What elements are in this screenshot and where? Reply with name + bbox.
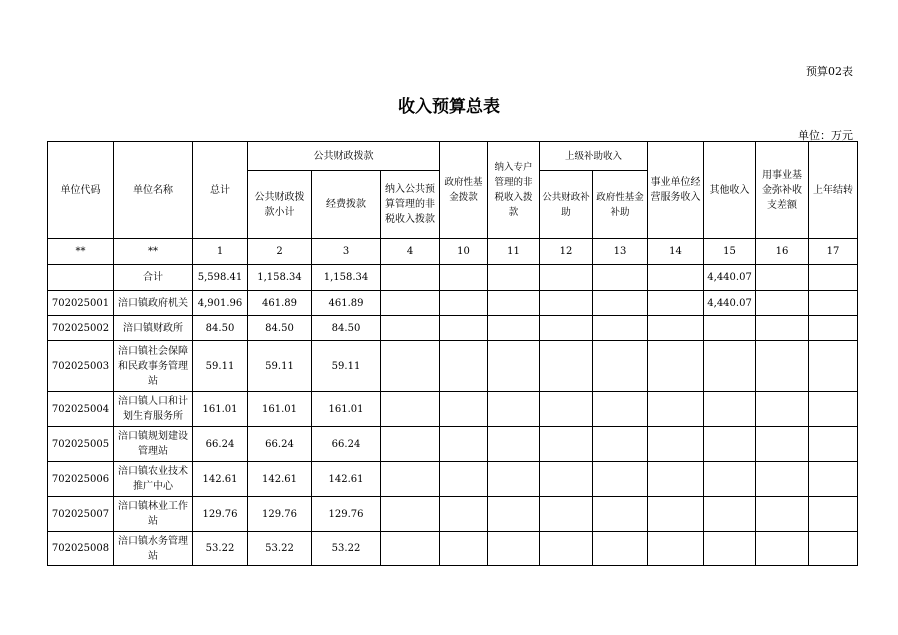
- index-cell: 10: [440, 239, 488, 265]
- row-other-income: [704, 462, 756, 497]
- unit-code: 702025004: [48, 392, 114, 427]
- unit-code: 702025008: [48, 532, 114, 566]
- unit-code: 702025007: [48, 497, 114, 532]
- header-gov-fund-subsidy: 政府性基金补助: [593, 171, 648, 239]
- index-cell: 15: [704, 239, 756, 265]
- row-total: 129.76: [193, 497, 248, 532]
- row-other-income: [704, 316, 756, 341]
- index-cell: 14: [648, 239, 704, 265]
- index-cell: 16: [756, 239, 809, 265]
- header-superior-subsidy: 上级补助收入: [540, 142, 648, 171]
- table-row: [48, 316, 858, 341]
- row-funding: 53.22: [312, 532, 381, 566]
- row-funding: 66.24: [312, 427, 381, 462]
- unit-code: 702025002: [48, 316, 114, 341]
- unit-label: 单位：万元: [798, 129, 853, 142]
- index-cell: 13: [593, 239, 648, 265]
- unit-name: 涪口镇水务管理站: [114, 532, 193, 566]
- index-cell: 12: [540, 239, 593, 265]
- table-row: [48, 392, 858, 427]
- row-total: 142.61: [193, 462, 248, 497]
- row-other-income: [704, 532, 756, 566]
- table-row: [48, 427, 858, 462]
- row-other-income: [704, 341, 756, 392]
- table-row: [48, 532, 858, 566]
- table-row: [48, 341, 858, 392]
- unit-name: 涪口镇政府机关: [114, 291, 193, 316]
- row-subtotal: 161.01: [248, 392, 312, 427]
- header-nontax-special: 纳入专户管理的非税收入拨款: [488, 142, 540, 239]
- unit-code: 702025001: [48, 291, 114, 316]
- table-row: [48, 462, 858, 497]
- row-other-income: [704, 392, 756, 427]
- unit-code: 702025003: [48, 341, 114, 392]
- unit-name: 涪口镇农业技术推广中心: [114, 462, 193, 497]
- index-cell: 3: [312, 239, 381, 265]
- row-other-income: [704, 497, 756, 532]
- row-subtotal: 59.11: [248, 341, 312, 392]
- header-gov-fund: 政府性基金拨款: [440, 142, 488, 239]
- row-total: 161.01: [193, 392, 248, 427]
- header-unit-name: 单位名称: [114, 142, 193, 239]
- row-other-income: 4,440.07: [704, 291, 756, 316]
- header-public-finance-subtotal: 公共财政拨款小计: [248, 171, 312, 239]
- header-nontax-in-budget: 纳入公共预算管理的非税收入拨款: [381, 171, 440, 239]
- header-other-income: 其他收入: [704, 142, 756, 239]
- index-cell: **: [114, 239, 193, 265]
- header-total: 总计: [193, 142, 248, 239]
- header-prior-carryover: 上年结转: [809, 142, 858, 239]
- unit-name: 涪口镇规划建设管理站: [114, 427, 193, 462]
- header-fund-balance: 用事业基金弥补收支差额: [756, 142, 809, 239]
- index-cell: 4: [381, 239, 440, 265]
- row-total: 4,901.96: [193, 291, 248, 316]
- table-row: [48, 291, 858, 316]
- form-number: 预算02表: [806, 65, 853, 78]
- row-funding: 129.76: [312, 497, 381, 532]
- row-funding: 84.50: [312, 316, 381, 341]
- index-cell: 1: [193, 239, 248, 265]
- unit-name: 涪口镇人口和计划生育服务所: [114, 392, 193, 427]
- total-other-income: 4,440.07: [704, 265, 756, 291]
- row-other-income: [704, 427, 756, 462]
- unit-name: 涪口镇财政所: [114, 316, 193, 341]
- row-subtotal: 84.50: [248, 316, 312, 341]
- row-total: 66.24: [193, 427, 248, 462]
- index-cell: 17: [809, 239, 858, 265]
- row-funding: 59.11: [312, 341, 381, 392]
- unit-name: 涪口镇林业工作站: [114, 497, 193, 532]
- header-funding: 经费拨款: [312, 171, 381, 239]
- total-amount: 5,598.41: [193, 265, 248, 291]
- index-cell: 2: [248, 239, 312, 265]
- unit-code: 702025006: [48, 462, 114, 497]
- revenue-budget-table: [47, 141, 858, 566]
- total-subtotal: 1,158.34: [248, 265, 312, 291]
- unit-code: 702025005: [48, 427, 114, 462]
- row-total: 84.50: [193, 316, 248, 341]
- page-title: 收入预算总表: [398, 97, 500, 117]
- row-subtotal: 461.89: [248, 291, 312, 316]
- row-funding: 161.01: [312, 392, 381, 427]
- header-unit-code: 单位代码: [48, 142, 114, 239]
- row-total: 59.11: [193, 341, 248, 392]
- row-funding: 142.61: [312, 462, 381, 497]
- row-funding: 461.89: [312, 291, 381, 316]
- header-public-finance: 公共财政拨款: [248, 142, 440, 171]
- row-subtotal: 142.61: [248, 462, 312, 497]
- index-row: [48, 239, 858, 265]
- total-row: [48, 265, 858, 291]
- row-subtotal: 129.76: [248, 497, 312, 532]
- total-label: 合计: [114, 265, 193, 291]
- header-public-finance-subsidy: 公共财政补助: [540, 171, 593, 239]
- total-funding: 1,158.34: [312, 265, 381, 291]
- row-total: 53.22: [193, 532, 248, 566]
- header-operating-income: 事业单位经营服务收入: [648, 142, 704, 239]
- row-subtotal: 53.22: [248, 532, 312, 566]
- row-subtotal: 66.24: [248, 427, 312, 462]
- unit-name: 涪口镇社会保障和民政事务管理站: [114, 341, 193, 392]
- table-row: [48, 497, 858, 532]
- index-cell: 11: [488, 239, 540, 265]
- index-cell: **: [48, 239, 114, 265]
